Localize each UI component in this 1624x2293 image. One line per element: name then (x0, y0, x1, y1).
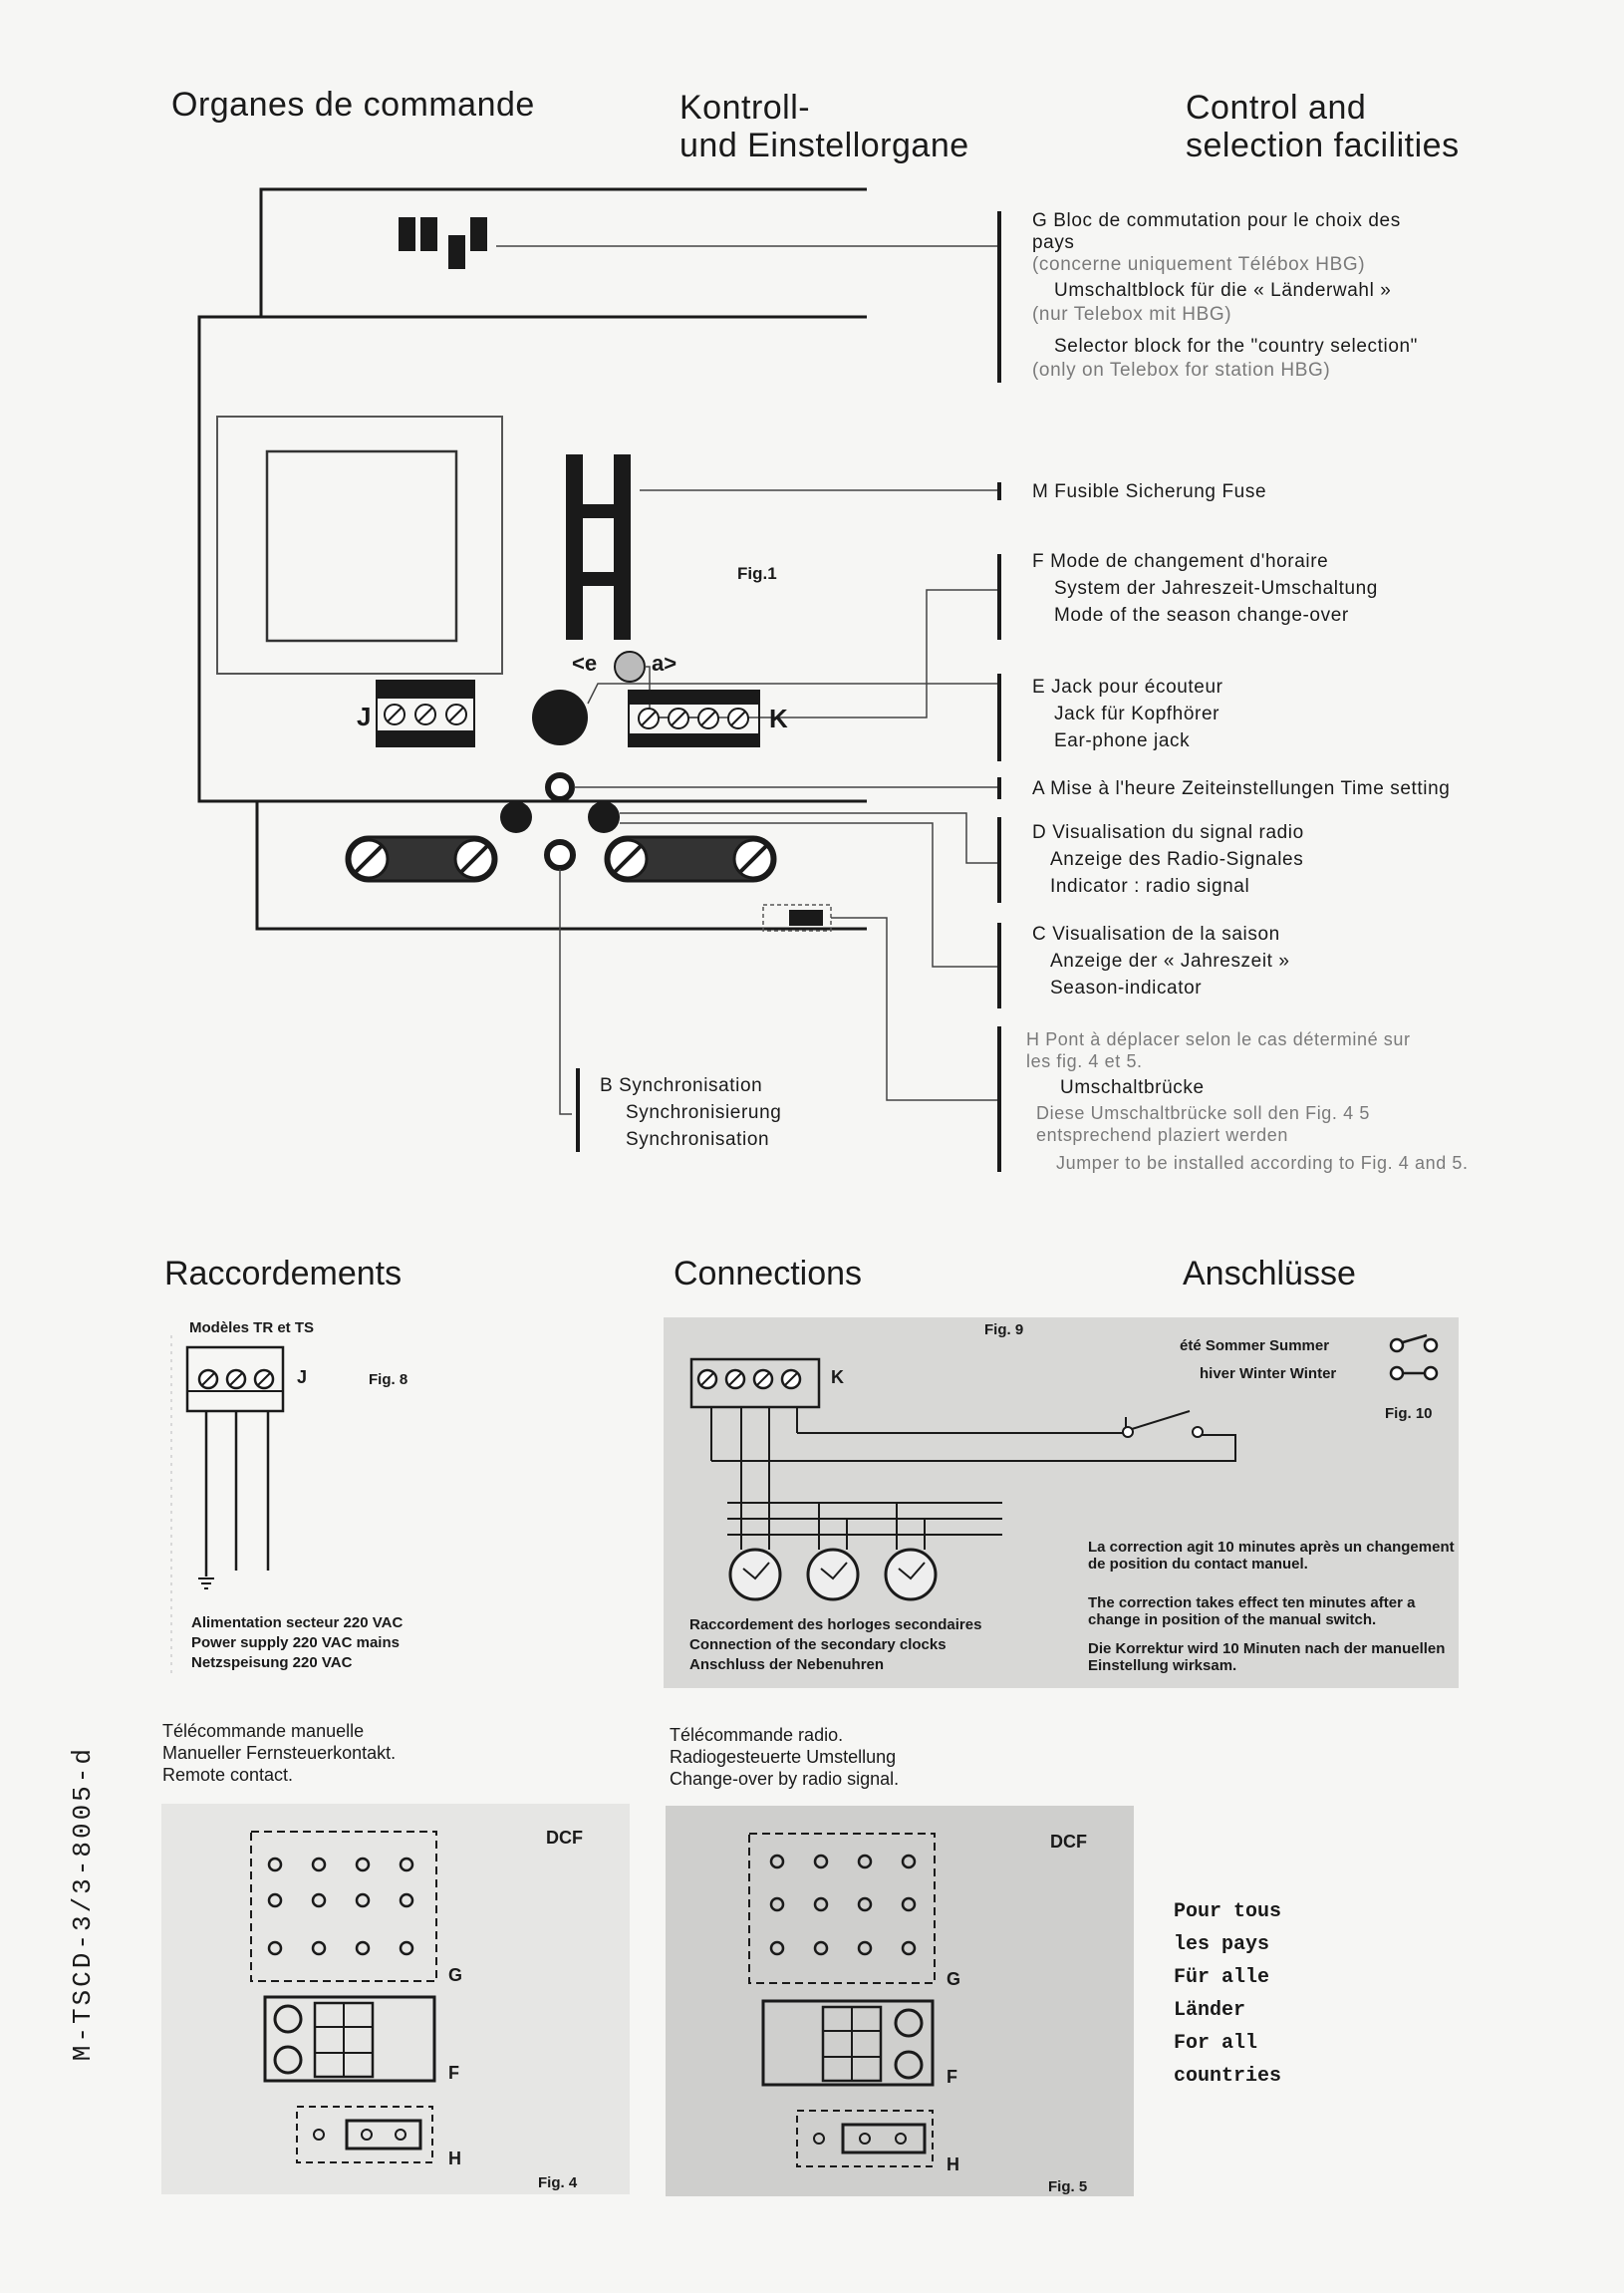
legend-g-en: Selector block for the "country selection" (1054, 336, 1419, 357)
fig10-note-de: Die Korrektur wird 10 Minuten nach der manuellen Einstellung wirksam. (1088, 1640, 1446, 1674)
fig8-supply-de: Netzspeisung 220 VAC (191, 1654, 353, 1671)
legend-e-de: Jack für Kopfhörer (1054, 704, 1220, 724)
legend-g-de: Umschaltblock für die « Länderwahl » (1054, 280, 1392, 301)
remote-radio-en: Change-over by radio signal. (670, 1769, 900, 1789)
fig5-label: Fig. 5 (1048, 2178, 1088, 2195)
all-countries-note (1174, 1895, 1281, 2093)
fig8-models: Modèles TR et TS (189, 1319, 315, 1336)
fig5-label-h: H (947, 2154, 959, 2174)
legend-h-de-1: Diese Umschaltbrücke soll den Fig. 4 5 (1036, 1103, 1370, 1123)
remote-radio-de: Radiogesteuerte Umstellung (670, 1747, 897, 1767)
fig10-note-en: The correction takes effect ten minutes after a change in position of the manual switch. (1088, 1594, 1416, 1628)
legend-g-de-note: (nur Telebox mit HBG) (1032, 304, 1232, 325)
remote-radio-fr: Télécommande radio. (670, 1725, 844, 1745)
document-code: M-TSCD-3/3-8005-d (68, 1746, 98, 2062)
remote-manual-fr: Télécommande manuelle (162, 1721, 365, 1741)
fig4-label-g: G (448, 1965, 463, 1985)
remote-manual-de: Manueller Fernsteuerkontakt. (162, 1743, 397, 1763)
all-countries-line: les pays (1174, 1933, 1270, 1956)
legend-f-en: Mode of the season change-over (1054, 605, 1349, 626)
fig8-supply-en: Power supply 220 VAC mains (191, 1634, 400, 1651)
season-a-label: a> (652, 651, 677, 676)
legend-m: M Fusible Sicherung Fuse (1032, 481, 1267, 502)
legend-d-fr: D Visualisation du signal radio (1032, 822, 1304, 843)
fig1-label: Fig.1 (737, 564, 777, 583)
legend-h-fr-2: les fig. 4 et 5. (1026, 1051, 1143, 1071)
fig9-clocks-fr: Raccordement des horloges secondaires (689, 1616, 982, 1633)
legend-c-en: Season-indicator (1050, 978, 1203, 999)
all-countries-line: Pour tous (1174, 1900, 1282, 1923)
heading-de-line2: und Einstellorgane (679, 127, 969, 164)
heading-en-line1: Control and (1186, 89, 1367, 127)
fig9-terminal-label: K (831, 1367, 844, 1387)
legend-f-fr: F Mode de changement d'horaire (1032, 551, 1329, 572)
terminal-j-label: J (357, 702, 372, 731)
legend-h-de-2: entsprechend plaziert werden (1036, 1125, 1288, 1145)
legend-b-en: Synchronisation (626, 1129, 770, 1150)
fig8-label: Fig. 8 (369, 1371, 408, 1388)
all-countries-line: countries (1174, 2065, 1282, 2088)
fig9-label: Fig. 9 (984, 1321, 1024, 1338)
legend-g-fr-note: (concerne uniquement Télébox HBG) (1032, 254, 1366, 275)
connections-title-fr: Raccordements (164, 1255, 403, 1292)
fig8-terminal-label: J (297, 1367, 308, 1387)
season-e-label: <e (572, 651, 598, 676)
heading-de-line1: Kontroll- (679, 89, 811, 127)
legend-d-de: Anzeige des Radio-Signales (1050, 849, 1304, 870)
fig10-label: Fig. 10 (1385, 1405, 1433, 1422)
legend-g-fr-1: G Bloc de commutation pour le choix des (1032, 210, 1401, 231)
fig4-label: Fig. 4 (538, 2174, 578, 2191)
all-countries-line: Für alle (1174, 1966, 1270, 1989)
legend-b-fr: B Synchronisation (600, 1075, 763, 1096)
fig9-clocks-de: Anschluss der Nebenuhren (689, 1656, 885, 1673)
fig8-supply-fr: Alimentation secteur 220 VAC (191, 1614, 404, 1631)
fig5-dcf: DCF (1050, 1832, 1087, 1852)
heading-fr: Organes de commande (171, 86, 535, 124)
legend-d-en: Indicator : radio signal (1050, 876, 1250, 897)
connections-title-de: Anschlüsse (1183, 1255, 1356, 1292)
fig4-dcf: DCF (546, 1828, 583, 1848)
legend-e-en: Ear-phone jack (1054, 730, 1191, 751)
legend-c-de: Anzeige der « Jahreszeit » (1050, 951, 1290, 972)
legend-a: A Mise à l'heure Zeiteinstellungen Time setting (1032, 778, 1451, 799)
fig10-summer: été Sommer Summer (1180, 1337, 1330, 1354)
fig10-winter: hiver Winter Winter (1200, 1365, 1337, 1382)
legend-c-fr: C Visualisation de la saison (1032, 924, 1280, 945)
legend-g-fr-2: pays (1032, 232, 1075, 253)
terminal-k-label: K (769, 704, 788, 733)
heading-en-line2: selection facilities (1186, 127, 1460, 164)
legend-g-en-note: (only on Telebox for station HBG) (1032, 360, 1331, 381)
legend-h-de-title: Umschaltbrücke (1060, 1077, 1205, 1098)
legend-h-fr-1: H Pont à déplacer selon le cas déterminé sur (1026, 1029, 1411, 1049)
legend-f-de: System der Jahreszeit-Umschaltung (1054, 578, 1378, 599)
remote-manual-en: Remote contact. (162, 1765, 294, 1785)
fig5-label-g: G (947, 1969, 961, 1989)
fig5-label-f: F (947, 2067, 957, 2087)
all-countries-line: For all (1174, 2032, 1258, 2055)
connections-title-en: Connections (674, 1255, 863, 1292)
fig10-note-fr: La correction agit 10 minutes après un changement de position du contact manuel. (1088, 1539, 1455, 1573)
legend-b-de: Synchronisierung (626, 1102, 782, 1123)
fig4-label-f: F (448, 2063, 459, 2083)
legend-e-fr: E Jack pour écouteur (1032, 677, 1223, 698)
legend-h-en: Jumper to be installed according to Fig. 4 and 5. (1056, 1153, 1469, 1173)
fig9-clocks-en: Connection of the secondary clocks (689, 1636, 947, 1653)
fig4-label-h: H (448, 2149, 461, 2168)
all-countries-line: Länder (1174, 1999, 1246, 2022)
